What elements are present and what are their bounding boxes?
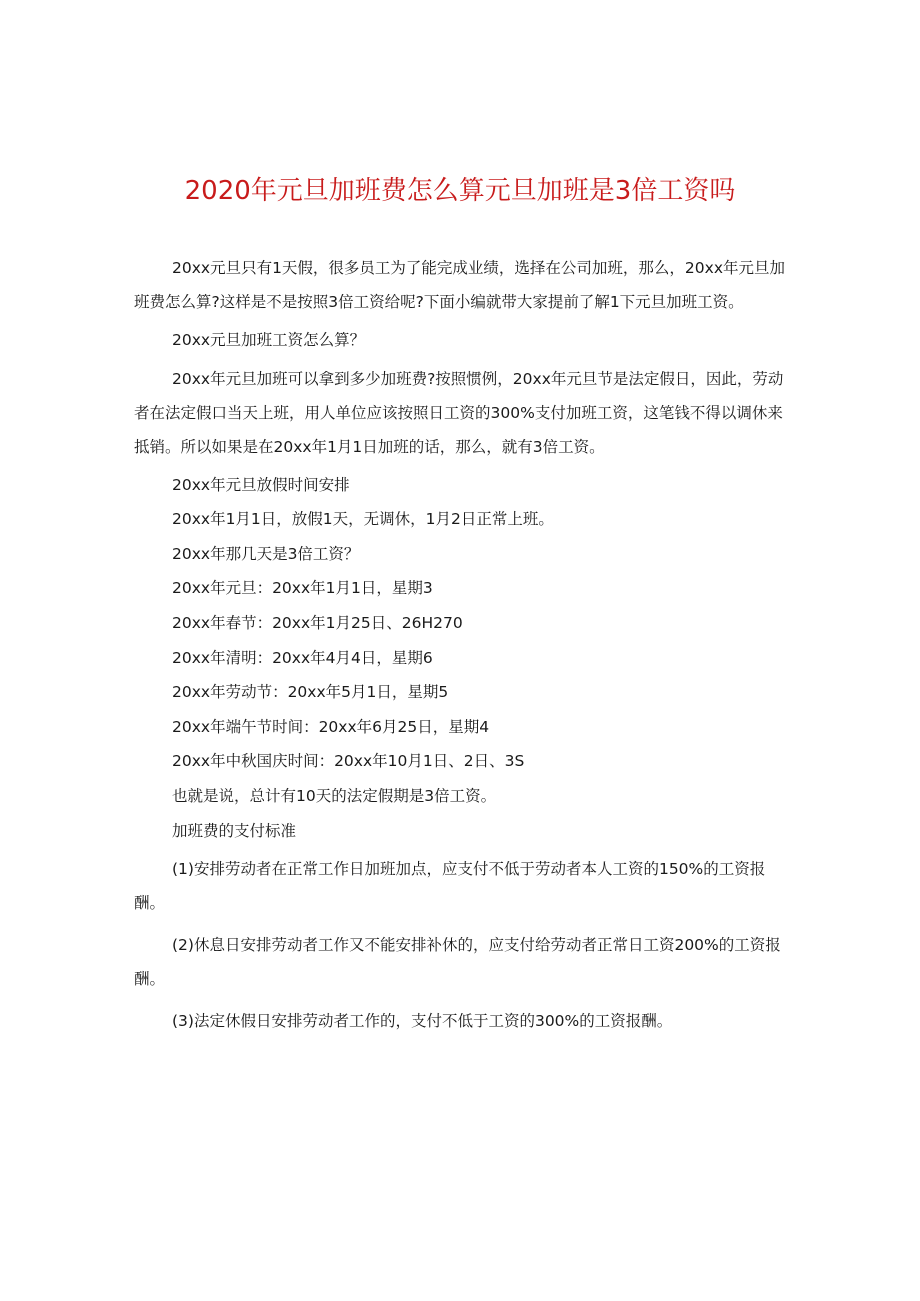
standard-heading: 加班费的支付标准	[172, 821, 297, 840]
schedule-line: 20xx年1月1日，放假1天，无调休，1月2日正常上班。	[172, 510, 554, 529]
standard-item: (1)安排劳动者在正常工作日加班加点，应支付不低于劳动者本人工资的150%的工资报酬。	[134, 860, 766, 913]
overtime-answer-paragraph: 20xx年元旦加班可以拿到多少加班费?按照惯例，20xx年元旦节是法定假日，因此，劳动者在法定假口当天上班，用人单位应该按照日工资的300%支付加班工资，这笔钱不得以调休来抵销。所以如果是在20xx年1月1日加班的话，那么，就有3倍工资。	[134, 369, 784, 456]
summary-line: 也就是说，总计有10天的法定假期是3倍工资。	[172, 786, 497, 805]
holiday-line: 20xx年清明：20xx年4月4日，星期6	[172, 648, 433, 667]
standard-item: (2)休息日安排劳动者工作又不能安排补休的，应支付给劳动者正常日工资200%的工资报酬。	[134, 936, 781, 989]
intro-paragraph: 20xx元旦只有1天假，很多员工为了能完成业绩，选择在公司加班，那么，20xx年元旦加班费怎么算?这样是不是按照3倍工资给呢?下面小编就带大家提前了解1下元旦加班工资。	[134, 259, 786, 311]
holiday-line: 20xx年春节：20xx年1月25日、26H270	[172, 613, 463, 632]
holiday-line: 20xx年中秋国庆时间：20xx年10月1日、2日、3S	[172, 752, 525, 771]
document-body	[134, 251, 796, 1038]
holiday-line: 20xx年端午节时间：20xx年6月25日，星期4	[172, 717, 490, 736]
which-days-heading: 20xx年那几天是3倍工资？	[172, 544, 360, 563]
schedule-heading: 20xx年元旦放假时间安排	[172, 475, 350, 494]
document-title: 2020年元旦加班费怎么算元旦加班是3倍工资吗	[184, 176, 736, 206]
holiday-line: 20xx年元旦：20xx年1月1日，星期3	[172, 579, 433, 598]
standard-item: (3)法定休假日安排劳动者工作的，支付不低于工资的300%的工资报酬。	[172, 1012, 673, 1031]
overtime-question-heading: 20xx元旦加班工资怎么算？	[172, 331, 366, 349]
holiday-line: 20xx年劳动节：20xx年5月1日，星期5	[172, 683, 449, 702]
